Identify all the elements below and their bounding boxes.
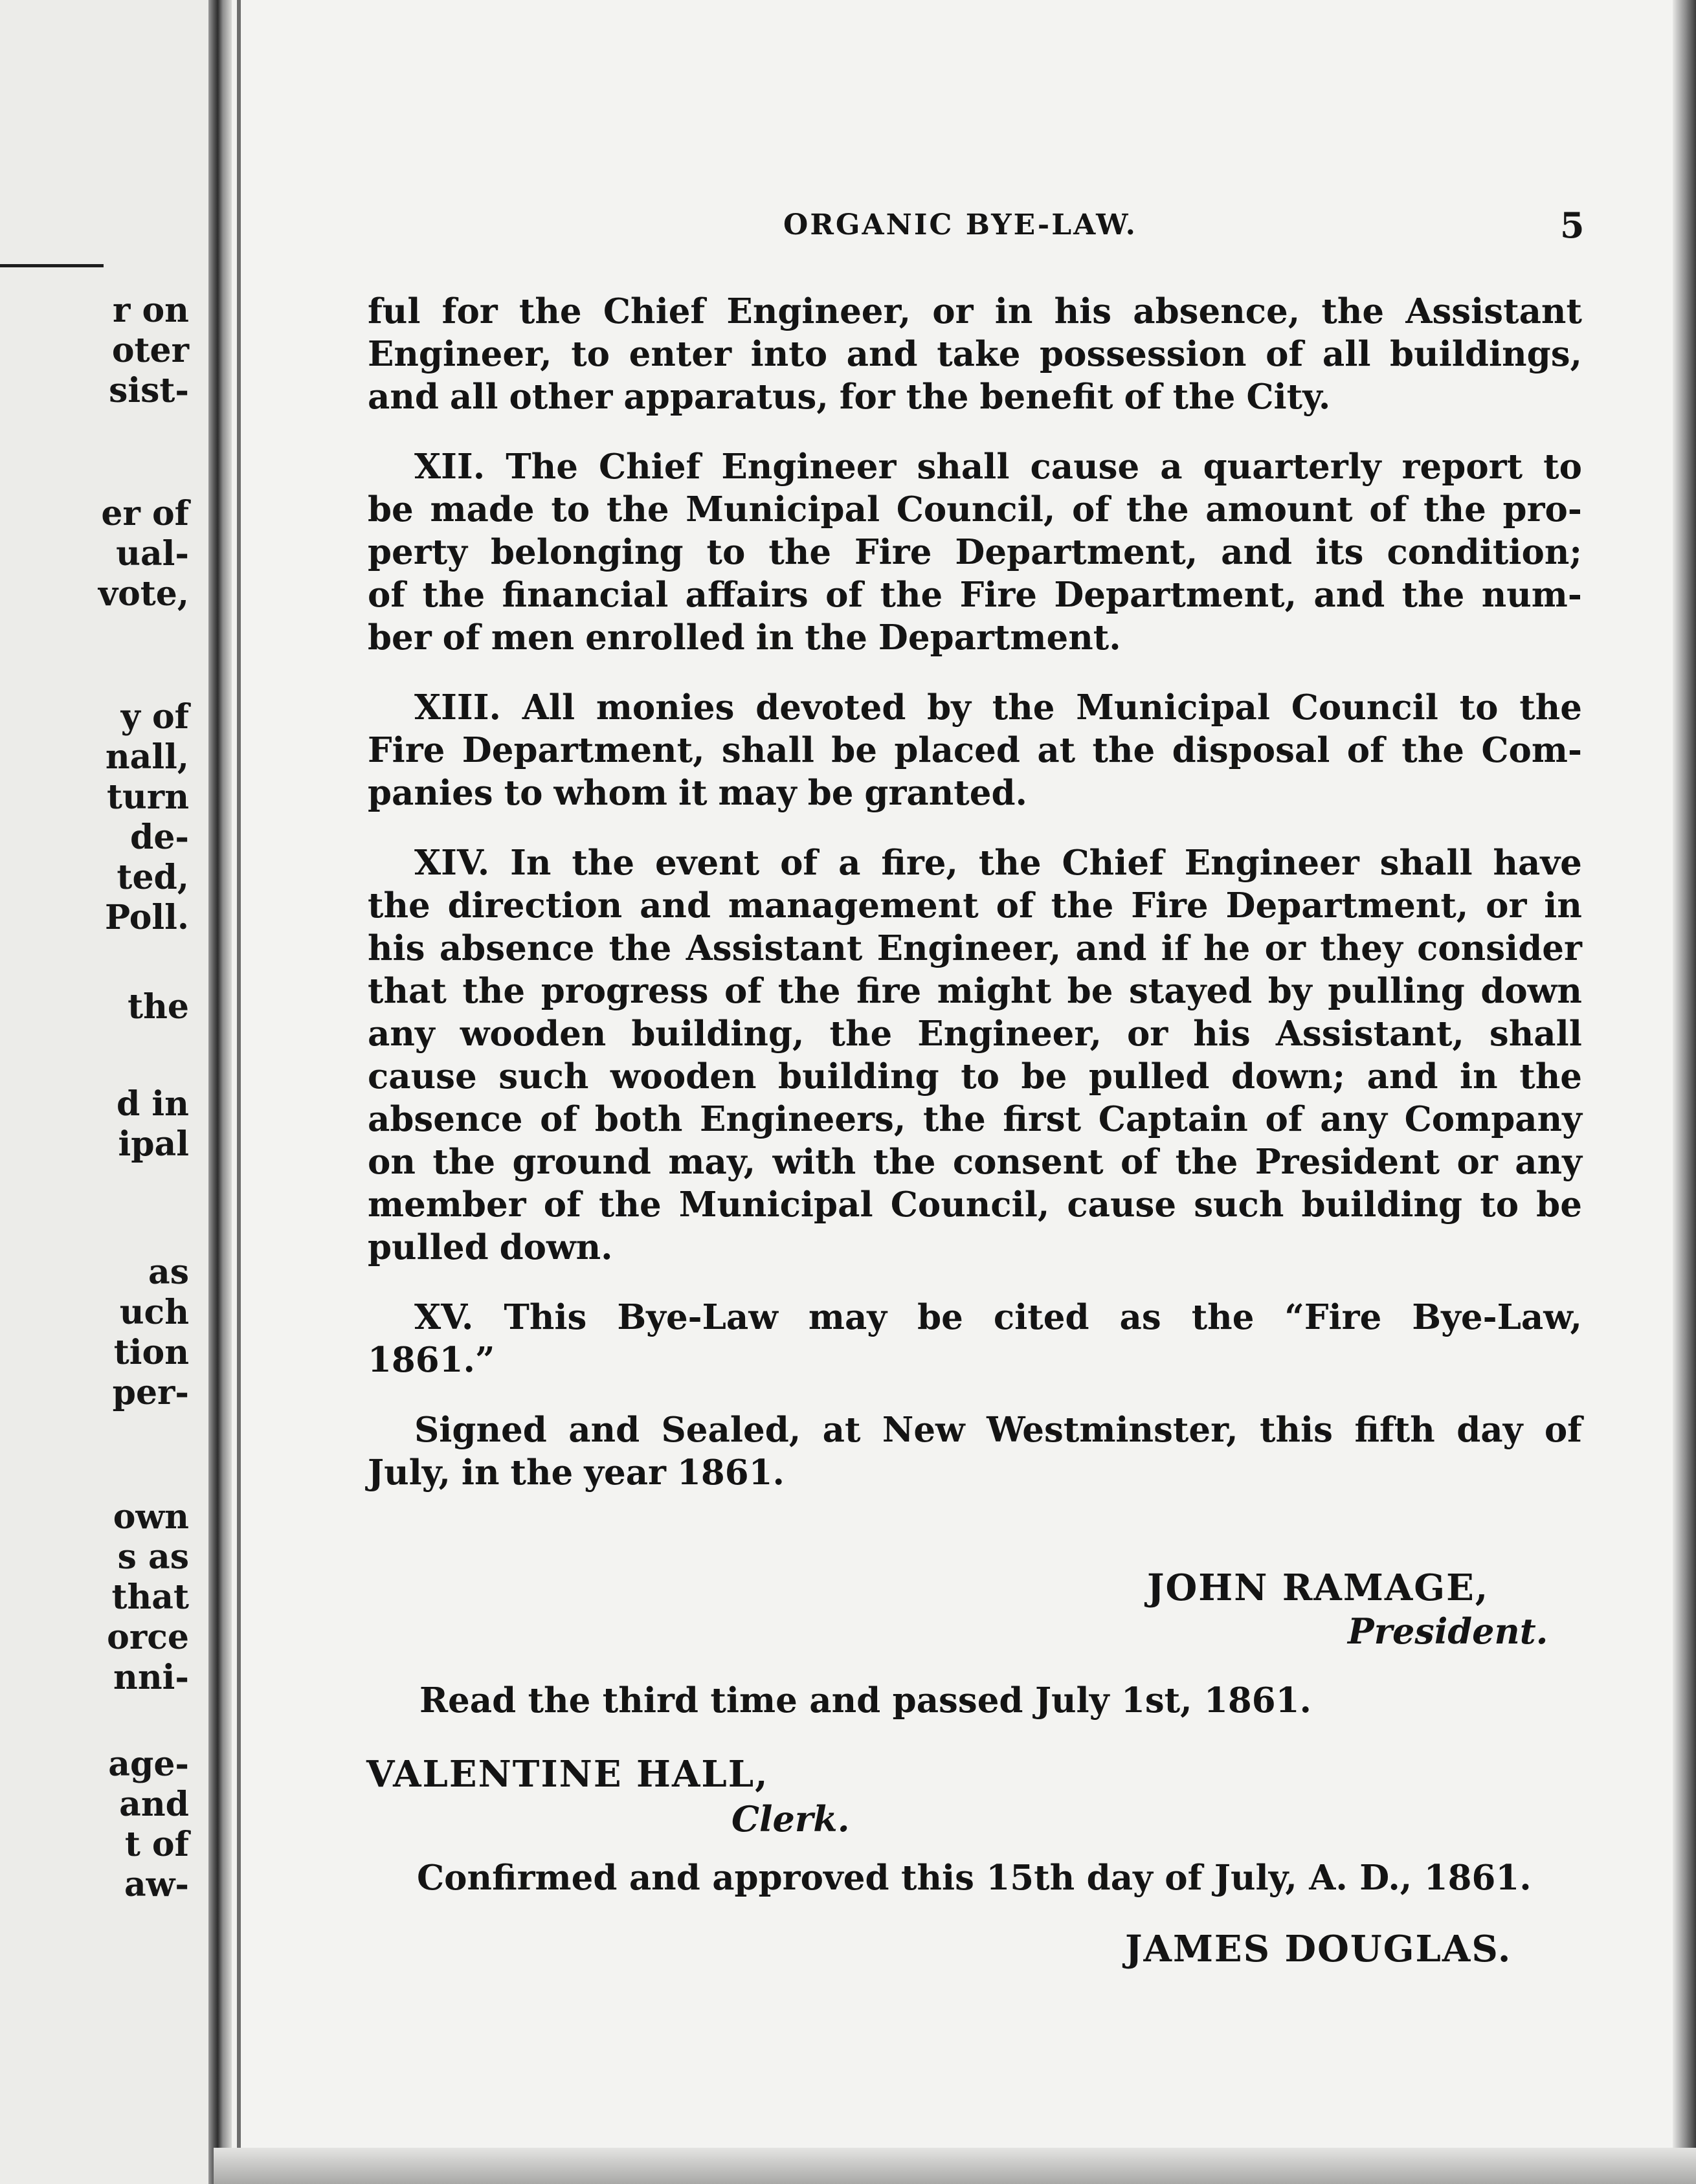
third-reading-line: Read the third time and passed July 1st, 1861.: [419, 1680, 1311, 1721]
paragraph: [368, 841, 1582, 1269]
running-head: ORGANIC BYE-LAW.: [783, 208, 1137, 241]
text-line: ber of men enrolled in the Department.: [368, 618, 1121, 658]
facing-page-fragment: d in: [116, 1084, 189, 1124]
text-line: XIV. In the event of a fire, the Chief Engineer shall have: [414, 843, 1582, 883]
facing-page-fragment: orce: [107, 1618, 189, 1657]
text-line: 1861.”: [368, 1340, 495, 1380]
governor-name: JAMES DOUGLAS.: [1125, 1928, 1512, 1970]
text-line: of the financial affairs of the Fire Department, and the num-: [368, 575, 1582, 615]
facing-page-fragment: the: [128, 987, 189, 1027]
page-right-edge: [1673, 0, 1696, 2184]
text-line: XIII. All monies devoted by the Municipal Council to the: [414, 687, 1582, 728]
facing-page-fragment: that: [111, 1577, 189, 1617]
facing-page-fragment: per-: [112, 1373, 189, 1412]
facing-page-fragment: and: [119, 1785, 189, 1824]
facing-page-fragment: uch: [119, 1293, 189, 1332]
clerk-name: VALENTINE HALL,: [366, 1753, 769, 1796]
facing-page-fragment: ipal: [118, 1124, 189, 1164]
paragraph: [368, 1409, 1582, 1494]
facing-page-fragment: as: [148, 1253, 189, 1292]
text-line: ful for the Chief Engineer, or in his absence, the Assistant: [368, 291, 1582, 331]
text-line: his absence the Assistant Engineer, and if he or they consider: [368, 928, 1582, 968]
facing-page-fragment: Poll.: [105, 898, 189, 937]
facing-page-fragment: nni-: [113, 1658, 189, 1697]
paragraph: [368, 686, 1582, 814]
facing-page: [0, 0, 214, 2184]
page-header: [0, 205, 1696, 254]
text-line: Signed and Sealed, at New Westminster, this fifth day of: [414, 1410, 1582, 1450]
text-line: cause such wooden building to be pulled down; and in the: [368, 1056, 1582, 1097]
facing-page-fragment: sist-: [109, 371, 189, 410]
facing-page-rule: [0, 264, 104, 267]
text-line: pulled down.: [368, 1227, 613, 1267]
text-line: panies to whom it may be granted.: [368, 773, 1027, 813]
body-text: [368, 290, 1582, 1494]
paragraph: [368, 290, 1582, 418]
gutter-edge: [237, 0, 241, 2184]
facing-page-fragment: tion: [113, 1333, 189, 1372]
confirmation-line: Confirmed and approved this 15th day of July, A. D., 1861.: [417, 1858, 1532, 1898]
facing-page-fragment: s as: [117, 1537, 189, 1577]
text-line: on the ground may, with the consent of the President or any: [368, 1142, 1582, 1182]
text-line: member of the Municipal Council, cause such building to be: [368, 1185, 1582, 1225]
facing-page-fragment: own: [113, 1497, 189, 1537]
text-line: the direction and management of the Fire Department, or in: [368, 886, 1582, 926]
facing-page-fragment: de-: [129, 818, 189, 857]
facing-page-fragment: ted,: [117, 858, 189, 897]
book-gutter: [208, 0, 232, 2184]
facing-page-fragment: r on: [113, 291, 189, 330]
page-bottom-shadow: [214, 2148, 1696, 2184]
text-line: Fire Department, shall be placed at the disposal of the Com-: [368, 730, 1582, 770]
text-line: that the progress of the fire might be stayed by pulling down: [368, 971, 1582, 1011]
text-line: perty belonging to the Fire Department, and its condition;: [368, 532, 1582, 572]
facing-page-fragment: aw-: [124, 1865, 189, 1904]
facing-page-fragment: er of: [101, 494, 189, 533]
facing-page-fragment: vote,: [98, 574, 189, 614]
president-title: President.: [1348, 1610, 1548, 1652]
text-line: absence of both Engineers, the first Captain of any Company: [368, 1099, 1582, 1139]
text-line: July, in the year 1861.: [368, 1453, 785, 1493]
facing-page-fragment: y of: [120, 697, 189, 737]
text-line: be made to the Municipal Council, of the amount of the pro-: [368, 489, 1582, 529]
text-line: and all other apparatus, for the benefit of the City.: [368, 377, 1331, 417]
text-line: XII. The Chief Engineer shall cause a quarterly report to: [414, 447, 1582, 487]
clerk-title: Clerk.: [731, 1798, 850, 1840]
president-name: JOHN RAMAGE,: [1147, 1566, 1490, 1609]
text-line: XV. This Bye-Law may be cited as the “Fire Bye-Law,: [414, 1297, 1582, 1337]
facing-page-fragment: age-: [108, 1744, 189, 1784]
paragraph: [368, 445, 1582, 659]
facing-page-fragment: ual-: [116, 534, 189, 574]
text-line: any wooden building, the Engineer, or his Assistant, shall: [368, 1014, 1582, 1054]
facing-page-fragment: oter: [111, 331, 189, 370]
text-line: Engineer, to enter into and take possession of all buildings,: [368, 334, 1582, 374]
facing-page-fragment: nall,: [105, 737, 189, 777]
facing-page-fragment: turn: [106, 777, 189, 817]
facing-page-fragment: t of: [124, 1825, 189, 1864]
paragraph: [368, 1296, 1582, 1381]
page-number: 5: [1560, 205, 1585, 246]
